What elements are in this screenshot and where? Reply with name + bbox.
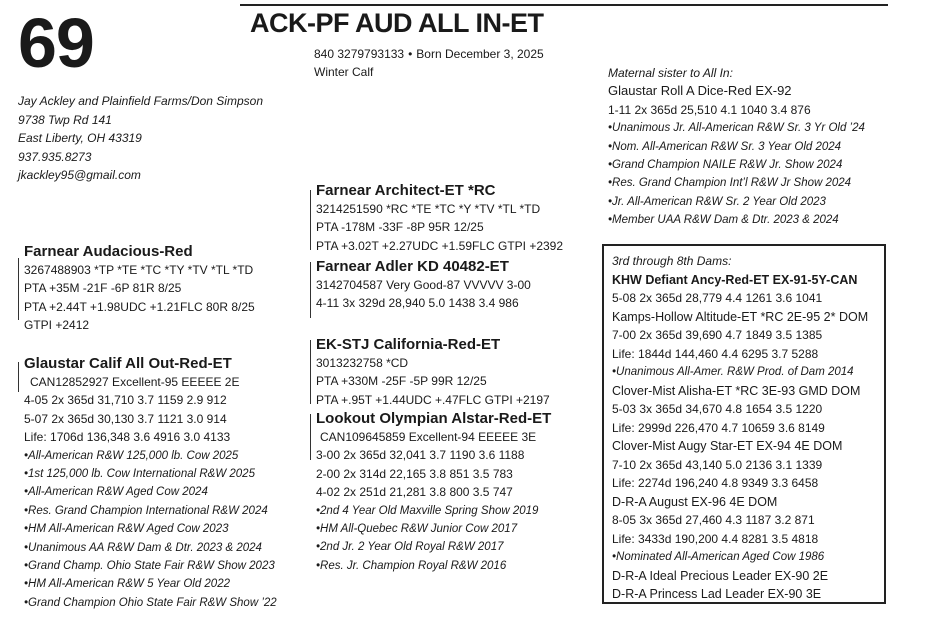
sire-line: PTA +2.44T +1.98UDC +1.21FLC 80R 8/25 bbox=[24, 299, 255, 314]
dam-award: •Grand Champion Ohio State Fair R&W Show ’22 bbox=[24, 596, 277, 609]
dam-classification: CAN12852927 Excellent-95 EEEEE 2E bbox=[30, 375, 240, 389]
dam-record: 4-05 2x 365d 31,710 3.7 1159 2.9 912 bbox=[24, 393, 227, 408]
pedigree-line-sire bbox=[18, 258, 19, 320]
maternal-sister-award: •Jr. All-American R&W Sr. 2 Year Old 2023 bbox=[608, 195, 826, 208]
pedigree-line-dam-sire bbox=[310, 340, 311, 404]
bullet-separator: • bbox=[408, 47, 413, 61]
ancestral-dam-record: 7-00 2x 365d 39,690 4.7 1849 3.5 1385 bbox=[612, 328, 823, 342]
dam-name: Glaustar Calif All Out-Red-ET bbox=[24, 355, 232, 372]
sire-dam-line: 3142704587 Very Good-87 VVVVV 3-00 bbox=[316, 278, 531, 292]
consignor-email: jkackley95@gmail.com bbox=[18, 168, 141, 182]
dam-dam-classification: CAN109645859 Excellent-94 EEEEE 3E bbox=[320, 430, 537, 444]
ancestral-dam-record: Life: 2999d 226,470 4.7 10659 3.6 8149 bbox=[612, 420, 825, 435]
dam-sire-name: EK-STJ California-Red-ET bbox=[316, 336, 501, 353]
dam-sire-block bbox=[316, 335, 550, 409]
dam-dam-record: 2-00 2x 314d 22,165 3.8 851 3.5 783 bbox=[316, 466, 513, 481]
class-label: Winter Calf bbox=[314, 65, 374, 79]
dam-award: •Grand Champ. Ohio State Fair R&W Show 2023 bbox=[24, 560, 275, 573]
maternal-sister-award: •Res. Grand Champion Int’l R&W Jr Show 2024 bbox=[608, 177, 852, 190]
dam-sire-line: PTA +330M -25F -5P 99R 12/25 bbox=[316, 374, 487, 389]
dam-sire-line: 3013232758 *CD bbox=[316, 356, 409, 370]
dam-award: •All-American R&W Aged Cow 2024 bbox=[24, 486, 208, 499]
consignor-name: Jay Ackley and Plainfield Farms/Don Simpson bbox=[18, 94, 263, 108]
maternal-sister-heading: Maternal sister to All In: bbox=[608, 66, 733, 80]
dam-award: •HM All-American R&W 5 Year Old 2022 bbox=[24, 578, 230, 591]
ancestral-dam-name: KHW Defiant Ancy-Red-ET EX-91-5Y-CAN bbox=[612, 272, 858, 287]
maternal-sister-name: Glaustar Roll A Dice-Red EX-92 bbox=[608, 83, 792, 99]
registration-info bbox=[314, 45, 544, 81]
header-rule bbox=[240, 4, 888, 6]
sire-sire-block bbox=[316, 181, 563, 255]
ancestral-dam-name: D-R-A Ideal Precious Leader EX-90 2E bbox=[612, 568, 829, 583]
dam-sire-line: PTA +.95T +1.44UDC +.47FLC GTPI +2197 bbox=[316, 392, 550, 407]
dam-block bbox=[24, 354, 277, 612]
dam-dam-award: •2nd Jr. 2 Year Old Royal R&W 2017 bbox=[316, 541, 504, 554]
dam-dam-name: Lookout Olympian Alstar-Red-ET bbox=[316, 410, 552, 427]
dam-award: •Res. Grand Champion International R&W 2024 bbox=[24, 504, 268, 517]
consignor-phone: 937.935.8273 bbox=[18, 149, 92, 164]
sire-line: 3267488903 *TP *TE *TC *TY *TV *TL *TD bbox=[24, 263, 254, 277]
sire-dam-block bbox=[316, 257, 531, 313]
ancestral-dam-name: D-R-A August EX-96 4E DOM bbox=[612, 494, 778, 509]
dam-award: •All-American R&W 125,000 lb. Cow 2025 bbox=[24, 449, 239, 462]
sire-line: PTA +35M -21F -6P 81R 8/25 bbox=[24, 281, 182, 296]
maternal-sister-award: •Unanimous Jr. All-American R&W Sr. 3 Yr Old ’24 bbox=[608, 122, 865, 135]
dam-award: •1st 125,000 lb. Cow International R&W 2025 bbox=[24, 468, 255, 481]
maternal-sister-award: •Nom. All-American R&W Sr. 3 Year Old 2024 bbox=[608, 140, 842, 153]
dam-dam-award: •HM All-Quebec R&W Junior Cow 2017 bbox=[316, 523, 518, 536]
maternal-sister-award: •Member UAA R&W Dam & Dtr. 2023 & 2024 bbox=[608, 214, 839, 227]
dam-award: •Unanimous AA R&W Dam & Dtr. 2023 & 2024 bbox=[24, 541, 262, 554]
ancestral-dam-record: 5-03 3x 365d 34,670 4.8 1654 3.5 1220 bbox=[612, 402, 823, 416]
birth-date: Born December 3, 2025 bbox=[416, 47, 544, 61]
sire-line: GTPI +2412 bbox=[24, 318, 90, 333]
dam-dam-award: •2nd 4 Year Old Maxville Spring Show 2019 bbox=[316, 504, 539, 517]
dam-record: 5-07 2x 365d 30,130 3.7 1121 3.0 914 bbox=[24, 411, 227, 426]
lot-number: 69 bbox=[18, 4, 94, 82]
maternal-sister-record: 1-11 2x 365d 25,510 4.1 1040 3.4 876 bbox=[608, 102, 811, 117]
maternal-sister-award: •Grand Champion NAILE R&W Jr. Show 2024 bbox=[608, 159, 843, 172]
dam-dam-record: 3-00 2x 365d 32,041 3.7 1190 3.6 1188 bbox=[316, 448, 525, 463]
ancestral-dam-award: •Unanimous All-Amer. R&W Prod. of Dam 2014 bbox=[612, 366, 854, 378]
sire-sire-name: Farnear Architect-ET *RC bbox=[316, 182, 496, 199]
dam-award: •HM All-American R&W Aged Cow 2023 bbox=[24, 523, 229, 536]
ancestral-dam-name: Clover-Mist Alisha-ET *RC 3E-93 GMD DOM bbox=[612, 383, 861, 398]
sire-dam-line: 4-11 3x 329d 28,940 5.0 1438 3.4 986 bbox=[316, 296, 519, 311]
pedigree-line-sire-dam bbox=[310, 262, 311, 318]
ancestral-dams-box bbox=[602, 244, 886, 604]
consignor-info bbox=[18, 92, 263, 185]
ancestral-dam-name: D-R-A Princess Lad Leader EX-90 3E bbox=[612, 587, 822, 601]
ancestral-dam-record: 7-10 2x 365d 43,140 5.0 2136 3.1 1339 bbox=[612, 457, 823, 472]
ancestral-dam-name: Kamps-Hollow Altitude-ET *RC 2E-95 2* DOM bbox=[612, 309, 869, 324]
pedigree-line-dam-dam bbox=[310, 414, 311, 460]
consignor-city: East Liberty, OH 43319 bbox=[18, 131, 142, 145]
animal-name: ACK-PF AUD ALL IN-ET bbox=[250, 8, 544, 38]
sire-block bbox=[24, 242, 255, 335]
dam-dam-record: 4-02 2x 251d 21,281 3.8 800 3.5 747 bbox=[316, 485, 513, 500]
sire-sire-line: PTA -178M -33F -8P 95R 12/25 bbox=[316, 220, 484, 235]
registration-number: 840 3279793133 bbox=[314, 47, 405, 61]
sire-sire-line: 3214251590 *RC *TE *TC *Y *TV *TL *TD bbox=[316, 202, 541, 216]
ancestral-dam-record: 8-05 3x 365d 27,460 4.3 1187 3.2 871 bbox=[612, 513, 815, 527]
sire-dam-name: Farnear Adler KD 40482-ET bbox=[316, 258, 509, 275]
dam-dam-award: •Res. Jr. Champion Royal R&W 2016 bbox=[316, 559, 507, 572]
ancestral-dam-award: •Nominated All-American Aged Cow 1986 bbox=[612, 551, 825, 563]
ancestral-dam-record: Life: 2274d 196,240 4.8 9349 3.3 6458 bbox=[612, 476, 819, 490]
ancestral-dam-record: 5-08 2x 365d 28,779 4.4 1261 3.6 1041 bbox=[612, 291, 823, 305]
sire-name: Farnear Audacious-Red bbox=[24, 243, 193, 260]
ancestral-dams-heading: 3rd through 8th Dams: bbox=[612, 254, 732, 268]
ancestral-dam-record: Life: 3433d 190,200 4.4 8281 3.5 4818 bbox=[612, 531, 819, 546]
pedigree-line-sire-sire bbox=[310, 190, 311, 250]
pedigree-line-dam bbox=[18, 362, 19, 392]
sire-sire-line: PTA +3.02T +2.27UDC +1.59FLC GTPI +2392 bbox=[316, 238, 564, 253]
ancestral-dam-record: Life: 1844d 144,460 4.4 6295 3.7 5288 bbox=[612, 346, 819, 361]
ancestral-dam-name: Clover-Mist Augy Star-ET EX-94 4E DOM bbox=[612, 439, 843, 453]
dam-dam-block bbox=[316, 409, 551, 575]
maternal-sister-block bbox=[608, 64, 865, 230]
dam-record: Life: 1706d 136,348 3.6 4916 3.0 4133 bbox=[24, 430, 231, 445]
consignor-address: 9738 Twp Rd 141 bbox=[18, 112, 112, 127]
